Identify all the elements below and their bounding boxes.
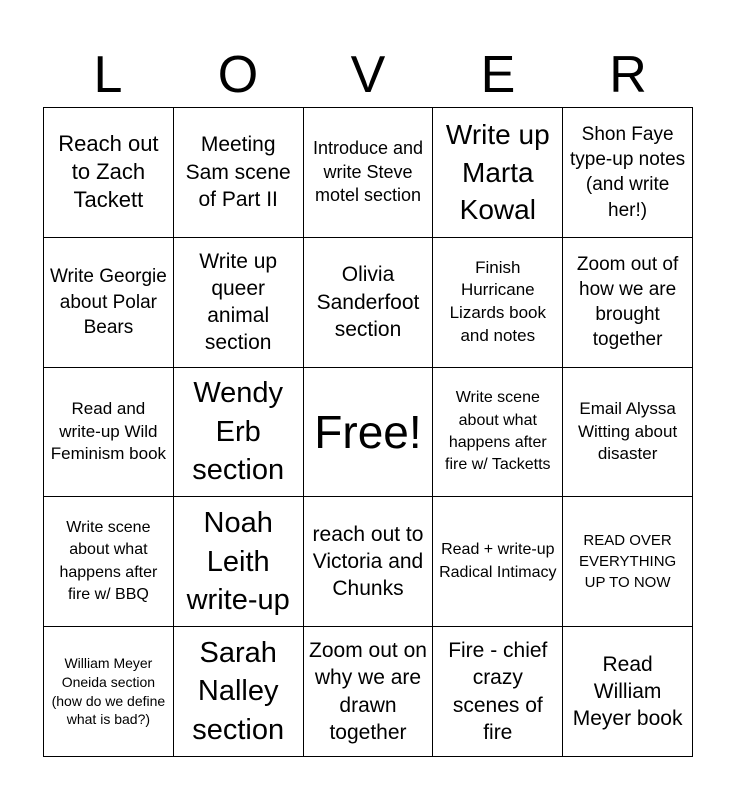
cell-text: Olivia Sanderfoot section: [316, 263, 420, 341]
bingo-cell-r5c1[interactable]: [44, 627, 174, 757]
bingo-cell-r3c5[interactable]: [563, 368, 693, 498]
bingo-cell-r2c1[interactable]: [44, 238, 174, 368]
bingo-cell-r2c2[interactable]: [174, 238, 304, 368]
bingo-cell-r2c5[interactable]: [563, 238, 693, 368]
header-letter-r: R: [609, 46, 647, 104]
header-letter-l: L: [93, 46, 123, 104]
cell-text: Write up queer animal section: [199, 249, 278, 355]
cell-text: Write scene about what happens after fire w/ Tacketts: [445, 389, 551, 474]
cell-text: Zoom out on why we are drawn together: [309, 639, 427, 744]
cell-text: Zoom out of how we are brought together: [576, 253, 679, 351]
cell-text: Read William Meyer book: [572, 652, 683, 731]
bingo-cell-r4c1[interactable]: [44, 497, 174, 627]
cell-text: Write up Marta Kowal: [445, 118, 550, 226]
bingo-cell-r5c2[interactable]: [174, 627, 304, 757]
bingo-cell-r5c4[interactable]: [433, 627, 563, 757]
cell-text: Introduce and write Steve motel section: [312, 138, 424, 206]
cell-text: Write scene about what happens after fire w/ BBQ: [59, 519, 158, 604]
bingo-cell-r4c3[interactable]: [304, 497, 434, 627]
bingo-cell-r1c5[interactable]: [563, 108, 693, 238]
cell-text: Shon Faye type-up notes (and write her!): [570, 123, 686, 221]
cell-text: Write Georgie about Polar Bears: [49, 266, 167, 338]
bingo-cell-r1c4[interactable]: [433, 108, 563, 238]
cell-text: Meeting Sam scene of Part II: [185, 133, 291, 212]
cell-text: READ OVER EVERYTHING UP TO NOW: [578, 532, 677, 592]
bingo-grid: [43, 107, 693, 757]
bingo-cell-r3c4[interactable]: [433, 368, 563, 498]
cell-text: Sarah Nalley section: [192, 636, 285, 746]
bingo-cell-r4c5[interactable]: [563, 497, 693, 627]
cell-text: Wendy Erb section: [192, 377, 285, 487]
cell-text: Finish Hurricane Lizards book and notes: [449, 257, 546, 345]
bingo-cell-r2c3[interactable]: [304, 238, 434, 368]
header-letter-v: V: [350, 46, 386, 104]
cell-text: Fire - chief crazy scenes of fire: [448, 639, 548, 744]
bingo-cell-r1c1[interactable]: [44, 108, 174, 238]
bingo-cell-r3c1[interactable]: [44, 368, 174, 498]
bingo-cell-r1c2[interactable]: [174, 108, 304, 238]
free-space-text: Free!: [314, 405, 422, 458]
bingo-cell-r1c3[interactable]: [304, 108, 434, 238]
bingo-cell-free[interactable]: [304, 368, 434, 498]
cell-text: Read and write-up Wild Feminism book: [50, 398, 167, 464]
bingo-cell-r4c4[interactable]: [433, 497, 563, 627]
bingo-cell-r5c5[interactable]: [563, 627, 693, 757]
bingo-cell-r5c3[interactable]: [304, 627, 434, 757]
cell-text: Read + write-up Radical Intimacy: [439, 541, 557, 581]
bingo-header: [43, 44, 693, 106]
cell-text: Noah Leith write-up: [186, 506, 290, 617]
cell-text: Reach out to Zach Tackett: [58, 131, 159, 213]
bingo-cell-r2c4[interactable]: [433, 238, 563, 368]
header-letter-e: E: [480, 46, 516, 104]
cell-text: Email Alyssa Witting about disaster: [577, 398, 678, 464]
header-letter-o: O: [217, 46, 259, 104]
bingo-cell-r4c2[interactable]: [174, 497, 304, 627]
cell-text: William Meyer Oneida section (how do we define what is bad?): [51, 654, 166, 728]
cell-text: reach out to Victoria and Chunks: [312, 522, 424, 601]
bingo-cell-r3c2[interactable]: [174, 368, 304, 498]
